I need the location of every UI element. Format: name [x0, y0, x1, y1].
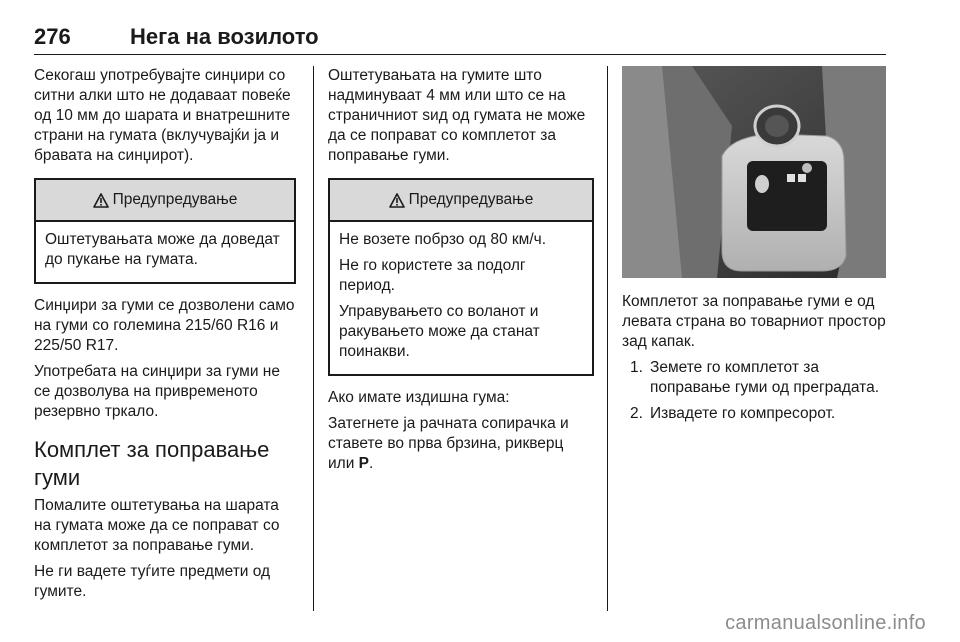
column-3: [622, 66, 888, 430]
section-title: Комплет за поправање гуми: [34, 437, 270, 490]
column-2: [328, 66, 594, 480]
gear-p-label: P: [358, 455, 370, 472]
paragraph: Оштетувањата на гумите што надминуваат 4 мм или што се на страничниот ѕид од гумата не може да се поправат со комплетот за поправање гуми.: [328, 67, 586, 164]
column-divider: [313, 66, 314, 611]
step-number: 2.: [630, 405, 643, 422]
warning-box: [34, 178, 296, 284]
warning-icon: [93, 193, 109, 208]
paragraph: Комплетот за поправање гуми е од левата страна во товарниот простор зад капак.: [622, 293, 886, 350]
step-text: Извадете го компресорот.: [650, 405, 836, 422]
paragraph: Не ги вадете туѓите предмети од гумите.: [34, 563, 271, 600]
warning-line: Не возете побрзо од 80 км/ч.: [339, 231, 547, 248]
column-divider: [607, 66, 608, 611]
paragraph-end: .: [369, 455, 374, 472]
list-item: [622, 358, 888, 398]
warning-body: [36, 222, 294, 282]
warning-line: Не го користете за подолг период.: [339, 257, 526, 294]
steps-list: [622, 358, 888, 424]
page-header: [34, 24, 886, 55]
watermark: carmanualsonline.info: [725, 612, 926, 634]
warning-header: [36, 180, 294, 222]
paragraph: Ако имате издишна гума:: [328, 389, 510, 406]
warning-icon: [389, 193, 405, 208]
paragraph: Секогаш употребувајте синџири со ситни алки што не додаваат повеќе од 10 мм до шарата и внатрешните страни на гумата (вклучувајќи ја и бравата на синџирот).: [34, 67, 291, 164]
page-title: Нега на возилото: [130, 24, 319, 49]
warning-body: [330, 222, 592, 374]
warning-text: Оштетувањата може да доведат до пукање на гумата.: [45, 231, 280, 268]
paragraph: Синџири за гуми се дозволени само на гуми со големина 215/60 R16 и 225/50 R17.: [34, 297, 295, 354]
paragraph-text: Затегнете ја рачната сопирачка и ставете во прва брзина, рикверц или: [328, 415, 569, 472]
warning-title: Предупредување: [112, 191, 238, 208]
tire-repair-kit-photo: [622, 66, 886, 278]
warning-line: Управувањето со воланот и ракувањето може да станат поинакви.: [339, 303, 540, 360]
paragraph: [328, 414, 594, 474]
list-item: [622, 404, 888, 424]
warning-title: Предупредување: [408, 191, 534, 208]
warning-box: [328, 178, 594, 376]
column-1: [34, 66, 296, 608]
warning-header: [330, 180, 592, 222]
paragraph: Употребата на синџири за гуми не се дозволува на привременото резервно тркало.: [34, 363, 280, 420]
page-number: 276: [34, 24, 71, 49]
step-text: Земете го комплетот за поправање гуми од преградата.: [650, 359, 880, 396]
step-number: 1.: [630, 359, 643, 376]
paragraph: Помалите оштетувања на шарата на гумата може да се поправат со комплетот за поправање гуми.: [34, 497, 280, 554]
